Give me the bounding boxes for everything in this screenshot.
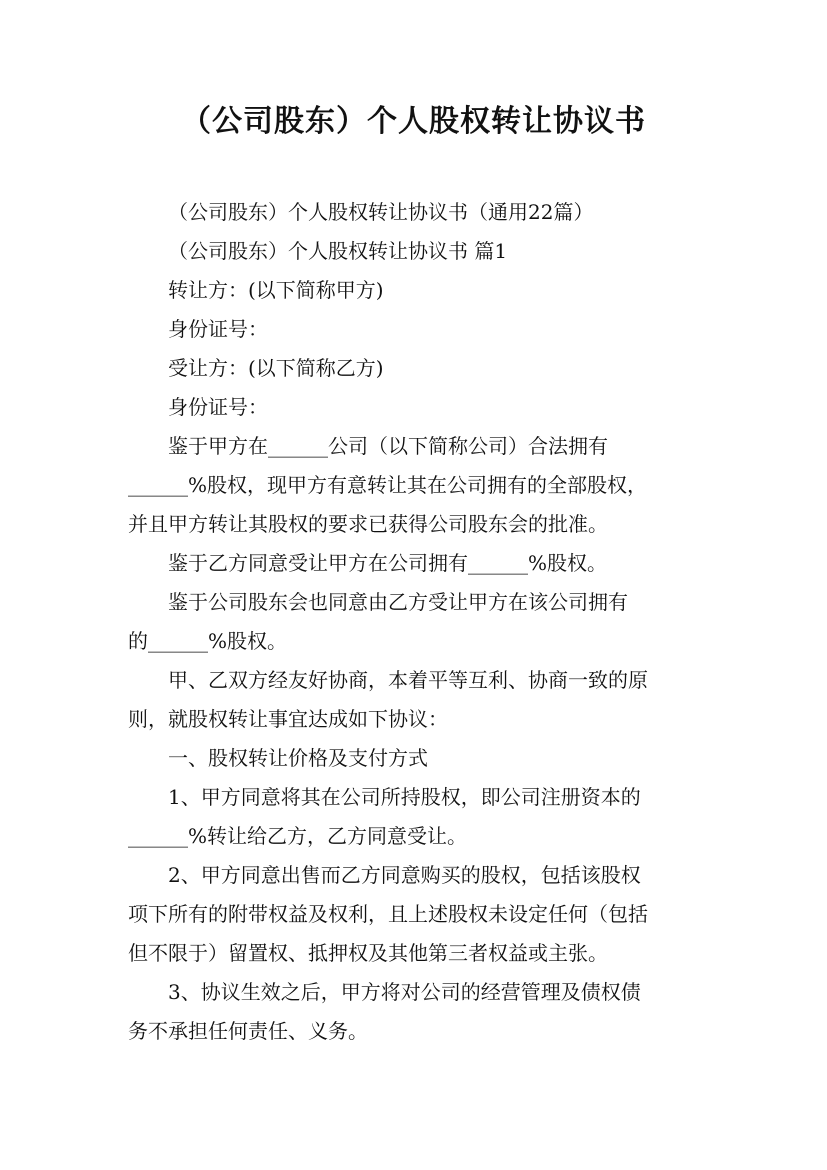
paragraph-line: 并且甲方转让其股权的要求已获得公司股东会的批准。 [128,512,608,536]
paragraph-line: 但不限于）留置权、抵押权及其他第三者权益或主张。 [128,941,608,965]
paragraph-line: 项下所有的附带权益及权利，且上述股权未设定任何（包括 [128,902,648,926]
paragraph-line: 鉴于甲方在______公司（以下简称公司）合法拥有 [168,434,608,458]
paragraph-line: 务不承担任何责任、义务。 [128,1019,368,1043]
document-title: （公司股东）个人股权转让协议书 [181,104,646,139]
paragraph-line: 甲、乙双方经友好协商，本着平等互利、协商一致的原 [168,668,648,692]
transferee-label: 受让方：(以下简称乙方) [168,356,384,380]
paragraph-line: 鉴于乙方同意受让甲方在公司拥有______%股权。 [168,551,608,575]
clause-heading: 一、股权转让价格及支付方式 [168,746,428,770]
subtitle-line: （公司股东）个人股权转让协议书（通用22篇） [168,200,594,224]
paragraph-line: 鉴于公司股东会也同意由乙方受让甲方在该公司拥有 [168,590,628,614]
paragraph-line: 则，就股权转让事宜达成如下协议： [128,707,448,731]
transferee-id-label: 身份证号： [168,395,268,419]
paragraph-line: 1、甲方同意将其在公司所持股权，即公司注册资本的 [168,785,641,809]
transferor-id-label: 身份证号： [168,317,268,341]
paragraph-line: 3、协议生效之后，甲方将对公司的经营管理及债权债 [168,980,641,1004]
paragraph-line: 2、甲方同意出售而乙方同意购买的股权，包括该股权 [168,863,641,887]
section-heading: （公司股东）个人股权转让协议书 篇1 [168,239,508,263]
paragraph-line: ______%股权，现甲方有意转让其在公司拥有的全部股权， [128,473,648,497]
paragraph-line: ______%转让给乙方，乙方同意受让。 [128,824,468,848]
transferor-label: 转让方：(以下简称甲方) [168,278,384,302]
paragraph-line: 的______%股权。 [128,629,288,653]
